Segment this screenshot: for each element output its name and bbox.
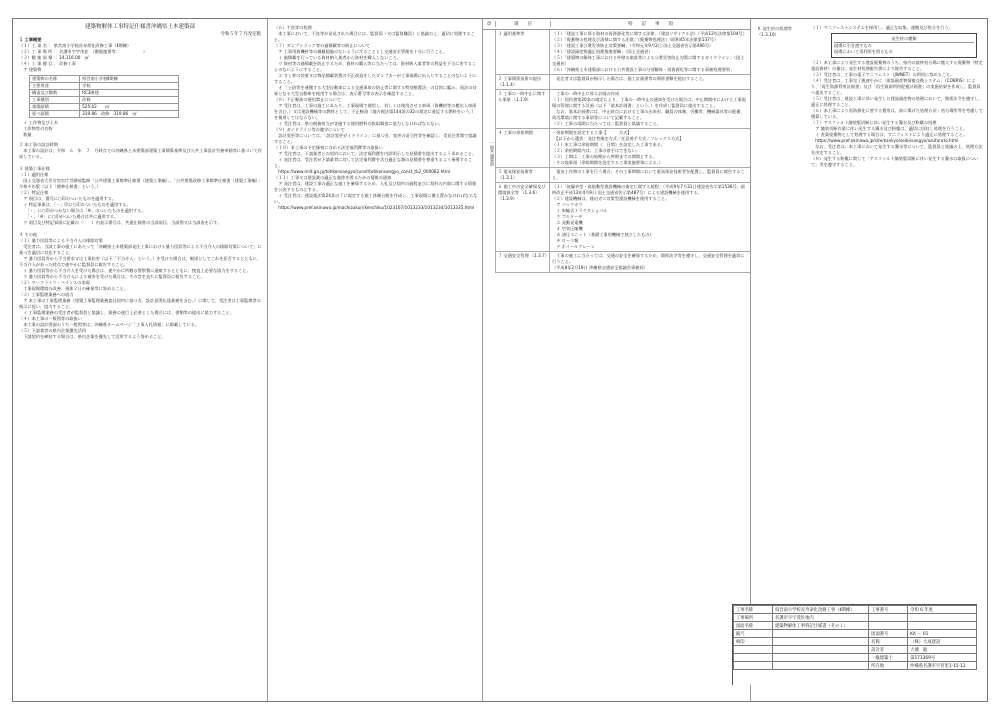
spec-item: ６ 施工中の安全確保及び環境保全等 （1.3.6）（1.3.9）: [496, 183, 550, 251]
title-block-row: [734, 638, 977, 646]
spec-text: ・余裕期間を設定する工事【 方式】 【以下から選択：発注者指定方式／任意着手方式／フレックス方式】 （１）本工事は余裕期間（ 日間）を設定した工事である。 （２）余裕期間内は、工事の着手はできない。 （３）工期は、工事の始期から終期までの期間とする。 ・その他事項（余裕期間を設定する工事実施要領による。）: [552, 130, 684, 165]
spec-item: ５ 電気保安技術者 （1.3.1）: [496, 168, 550, 182]
drawing-sheet: [12, 18, 988, 702]
spec-row: [496, 30, 750, 75]
title-block-cell: [908, 622, 977, 630]
title-block-cell: [734, 646, 773, 654]
title-block-cell: 県営南小学校長寿命化改修工事（Ⅱ期棟）: [773, 606, 869, 614]
spec-item: ４ 工事の余裕期間: [496, 129, 550, 167]
spec-text: （１）「低騒音型・低振動型建設機械の指定に関する規程」（平成9年7月31日建設省告示第1536号、最終改正平成13年4月9日 国土交通省告示第487号）による建設機械を使用する。 （２）建設機械は、排出ガス対策型建設機械を使用すること。 ア バックホウ イ 車輪式トラクタショベル ウ ブルドーザ エ 発動発電機 オ 空気圧縮機 カ 油圧ユニット（基礎工事用機械で独立したもの） キ ローラ類 ク ホイールクレーン: [552, 184, 746, 249]
title-block-row: [734, 646, 977, 654]
spec-row: [496, 252, 750, 273]
title-block-cell: [734, 662, 773, 670]
column-4-body: （２）本工事により発生する建設廃棄物のうち、県内の最終処分場に搬入する廃棄物（特定建設資材）の量は、発生材処理報告書により報告すること。 （３）受注者は、工事の電子マニフェスト（JWNET）の利用に努めること。 （４）受注者は、工事完了後速やかに「建設副産物情報交換システム」（COBRIS）により、「再生資源利用計画書」及び「再生資源利用促進計画書」の実施結果を作成し、監督員へ提出すること。 （５）受注者は、建設工事に伴い発生した建設副産物の処理において、関係法令を遵守し、適正に処理すること。 （６）本工事により再資源化に要する費用は、前に掲げた処理方法・処分場所等を考慮して積算している。 （７）アスファルト舗装版切断に伴い発生する濁水及び粉塵の処理 ア 舗装切断作業に伴い発生する濁水及び粉塵は、適切に回収し処理を行うこと。 イ 産業廃棄物として処理する場合は、マニフェストにより適正に処理すること。 https://www.pref.okinawa.jp/site/kankyo/seibi/sangyo/asufaruto.html なお、受注者は、本工事において発生する濁水等について、監督員と協議の上、処理方法を決定すること。 （８）発生する粉塵に関して「アスファルト舗装版切断に伴い発生する濁水の取扱について」等を遵守すること。: [811, 60, 983, 167]
table-row: 建築面積 525.02 ㎡: [30, 104, 179, 111]
overview-heading: １ 工事概要: [19, 37, 42, 42]
spec-item: １ 適用基準等: [496, 30, 550, 74]
title-block-cell: 設計者: [869, 646, 908, 654]
title-block-cell: 工事名称: [734, 606, 773, 614]
title-block-cell: [773, 630, 869, 638]
title-block-row: [734, 662, 977, 670]
waste-type-box: 発生材の種類 現場に引き渡すもの 現場において再利用を図るもの: [831, 33, 977, 58]
spec-row: [496, 90, 750, 129]
title-block-row: [734, 654, 977, 662]
spec-item: ２ 工事関係技術の提出 （1.1.4）: [496, 75, 550, 89]
spec-table: [483, 30, 750, 273]
table-row: 工事種別 改修: [30, 97, 179, 104]
title-block-cell: （株）大成建設: [908, 638, 977, 646]
title-block-row: [734, 606, 977, 614]
revision-date: 令和５年７月改定版: [220, 32, 261, 37]
title-block: [732, 604, 977, 685]
spec-row: [496, 129, 750, 168]
column-3: [483, 19, 751, 701]
building-table: [29, 75, 179, 118]
title-block-cell: [773, 638, 869, 646]
title-block-cell: 名護市字宇茂佐地内: [773, 614, 869, 622]
title-block-cell: 図面名称: [734, 622, 773, 630]
table-row: 主要用途 学校: [30, 83, 179, 90]
title-block-cell: [734, 654, 773, 662]
title-block-cell: 図面番号: [869, 630, 908, 638]
title-block-cell: [773, 646, 869, 654]
title-block-cell: 名称: [869, 638, 908, 646]
title-block-cell: 工事番号: [869, 606, 908, 614]
spec-row: [496, 75, 750, 90]
table-row: 建築物の名称 県営南小学校Ⅱ期棟: [30, 76, 179, 83]
title-block-cell: 沖縄県名護市字宮里1-15-12: [908, 662, 977, 670]
title-block-cell: [773, 662, 869, 670]
table-row: 延べ面積 319.86 改修 319.86 ㎡: [30, 111, 179, 118]
spec-text: （１）「建設工事に係る資材の再資源化等に関する法律」（建設リサイクル法）（平成12年法律第104号） （２）「廃棄物の処理及び清掃に関する法律」（廃棄物処理法）（昭和45年法律第137号） （３）「建設工事公衆災害防止対策要綱」（令和元年9月2日 国土交通省告示第496号） （４）「建設副産物適正処理推進要綱」（国土交通省） （５）「建築物の解体工事における外壁の崩落等による公衆災害防止対策に関するガイドライン」（国土交通省） （６）「沖縄県土木建築部における公共建設工事の分別解体・再資源化等に関する事務処理要領」: [552, 31, 747, 72]
spec-table-header: 章 項 目 特 記 事 項: [483, 19, 750, 30]
waste-item-label: ８ 発生材の処理等（1.3.10）: [757, 26, 792, 37]
title-block-cell: 工事場所: [734, 614, 773, 622]
title-block-row: [734, 622, 977, 630]
title-block-cell: KA － 01: [908, 630, 977, 638]
title-block-cell: [869, 622, 908, 630]
column-2: [268, 19, 483, 701]
waste-intro: （１）マニフェストシステムを採用し、適正な収集、運搬及び処分を行う。: [811, 25, 953, 30]
title-block-cell: 大城 聡: [908, 646, 977, 654]
document-title: 建築物解体工事特記仕様書沖縄県土木建築部: [84, 24, 195, 30]
column-2-body: （６）不良等の処理 本工事において、不良等が発見された場合には、監督員（又は監督職員）と協議の上、適切に処理すること。 （７）ダンプトラック等の過積載等の防止について ア 工事用資機材等の積載超過のないようにすることとし交通安全管理を十分に行うこと。 イ 過積載を行っている資材納入業者から資材を購入しないこと。 ウ 資材等の過積載を防止するため、資材の購入等に当たっては、資材納入業者等の利益を不当に害することのないようにすること。 エ さし枠の装着又は物品積載装置の不正改造をしたダンプカーが工事現場に出入りすることのないようにすること。 オ 「土砂等を運搬する大型自動車による交通事故の防止等に関する特別措置法」の目的に鑑み、同法の対象となる大型自動車を使用する場合は、表示番号等の表示を確認すること。 （８）不正軽油の使用禁止について ア 受注者は、工事の施工にあたり、工事現場で使用し、若しくは使用させる車両（資機材等の搬出入車両を含む。）又は建設機械等の燃料として、不正軽油（地方税法第144条の32の規定に違反する燃料をいう。）を使用してはならない。 イ 受注者は、県の税務担当が実施する使用燃料の抜取調査に協力しなければならない。 （９）ガイドライン等の遵守について 設計変更等については、「設計変更ガイドライン」に基づき、変更の妥当性等を確認し、受発注者間で協議すること。 （１０）本工事の予定価格に含める法定福利費等の取扱い ア 受注者は、下請業者との契約において、法定福利費を内訳明示した見積書を提出するよう求めること。 イ 発注者は、受注者が下請業者に対して法定福利費を含む適正な額の見積書を尊重するよう指導すること。 https://www.mlit.go.jp/totikensangyo/const/totikensangyo_const_tk2_000082.html （１１）工事又は建設業の適正な進捗を図るための情報の通知 ア 発注者は、建設工事の適正な施工を確保するため、入札及び契約の過程並びに契約の内容に関する情報を公表するものとする。 イ 受注者は、建設業法第24条の７に規定する施工体制台帳を作成し、工事現場に備え置かなければならない。 https://www.pref.okinawa.jp/machizukuri/kenchiku/1023167/1013233/1013234/1013335.html: [274, 25, 478, 210]
spec-item: ３ 工事の一時中止に関する事項 （1.1.9）: [496, 90, 550, 128]
title-block-row: [734, 614, 977, 622]
title-block-cell: 所在地: [869, 662, 908, 670]
column-1-content: [19, 37, 263, 340]
spec-text: 発注者又は監督員が指示した場合は、施工計画書等の関係書類を提出すること。: [552, 76, 707, 81]
spec-text: 工事の施工に当たっては、交通の安全を確保するため、関係法令等を遵守し、交通安全管理を適切に行うこと。 （平成8年2月19日 沖縄県交通安全協議会事務局）: [552, 253, 745, 270]
overview-lines: （１）工 事 名 ： 県営南小学校長寿命化改修工事（Ⅱ期棟） （２）工 事 場 所 ： 名護市字宇茂佐 （敷地地番等： ） （３）敷 地 面 積 ： 14,116.00 ㎡ （４）工 事 種 目 ： 改修工事 ア 建築物: [19, 43, 148, 72]
title-block-cell: 検印: [734, 638, 773, 646]
title-block-cell: 令和 6 年度: [908, 606, 977, 614]
column-4: [751, 19, 987, 701]
spec-text: 工事の一時中止に係る計画の作成 （１）契約書第20条の規定により、工事の一時中止の通知を受けた場合は、中止期間中における工事現場の管理に関する計画（以下「基本計画書」という。）を作成し監督員に提出すること。 なお、基本計画書には、中止時点における工事の出来形、職員の体制、労働者、機械器具等の配備、周辺環境に関する事項等について記載すること。 （２）工事の再開に当たっては、監督員と協議すること。: [552, 91, 746, 126]
structure-note: イ 工作物及び土木 工作物等の名称 数量: [23, 120, 59, 137]
spec-row: [496, 168, 750, 183]
table-row: 構造及び階数 RC3階建: [30, 90, 179, 97]
title-block-row: [734, 630, 977, 638]
title-block-cell: 一級建築士: [869, 654, 908, 662]
title-block-cell: 建築物解体工事特記仕様書（その１）: [773, 622, 869, 630]
title-block-cell: [869, 614, 908, 622]
title-block-cell: 縮尺: [734, 630, 773, 638]
column-1-body: ２ 本工事の設計時期 本工事の設計は、令和 ６ 年 ７ 月時点での沖縄県土木建築部建築工事積算基準及び公共工事設計労務単価等に基づいて作成している。 ３ 建築工事仕様 （１）適用仕様 国土交通省大臣官房官庁営繕部監修「公共建築工事標準仕様書（建築工事編）」、「公共建築改修工事標準仕様書（建築工事編）」令和４年版（以下「標準仕様書」という。） （２）特記仕様 ア 項目は、番号に○印のついたものを適用する。 イ 特記事項は、「・」印に○印のついたものを適用する。 「・」に○印がつかない場合は「※」のついたものを適用する。 「・」「※」に○印がついた場合は共に適用する。 ウ 項目及び特記事項に記載の（ ）内表示番号は、共通仕様書の当該項目、当該図又は当該表を示す。 ４ その他 （１）暴力団員等による不当介入の排除対策 受注者は、当該工事の施工にあたって「沖縄県土木建築部発注工事における暴力団員等による不当介入の排除対策について」に基づき適切に対応すること。 ア 暴力団員等から不当要求又は工事妨害（以下「不当介入」という。）を受けた場合は、断固としてこれを拒否するとともに、不当介入があった時点で速やかに監督員に報告すること。 イ 暴力団員等から不当介入を受けた場合は、速やかに所轄の警察署に通報するとともに、捜査上必要な協力をすること。 ウ 暴力団員等から不当介入による被害を受けた場合は、その旨を直ちに監督員に報告すること。 （２）ワークライフ・バランスの実現 工事現場環境の改善、週休２日の確保等に努めること。 （３）工事監理業務への協力 ア 本工事の工事監理業務（建築工事監理業務委託契約に基づき、設計意図伝達業務を含む。）に関して、受注者は工事監理者の指示に従い、協力すること。 イ 工事監理業務の受注者が監督員と協議し、業務の遂行上必要とした場合には、書類等の提出に協力すること。 （４）本工事の一般図等の取扱い 本工事の設計図面のうち一般図等は、沖縄県ホームページ「工事入札情報」に掲載している。 （５）下請業者の県内企業優先活用 下請契約を締結する場合は、県内企業を優先して活用するよう努めること。: [19, 142, 262, 339]
spec-text: 電気工作物の工事を行う場合、その工事期間において電気保安技術者を配置し、監督員に報告すること。: [552, 169, 745, 180]
column-1: [13, 19, 268, 701]
spec-item: ７ 交通安全管理 （1.3.7）: [496, 252, 550, 272]
spec-row: [496, 183, 750, 252]
title-block-cell: 第173369号: [908, 654, 977, 662]
chapter-label: 一般共通事項: [483, 30, 496, 273]
title-block-cell: [773, 654, 869, 662]
title-block-cell: [908, 614, 977, 622]
